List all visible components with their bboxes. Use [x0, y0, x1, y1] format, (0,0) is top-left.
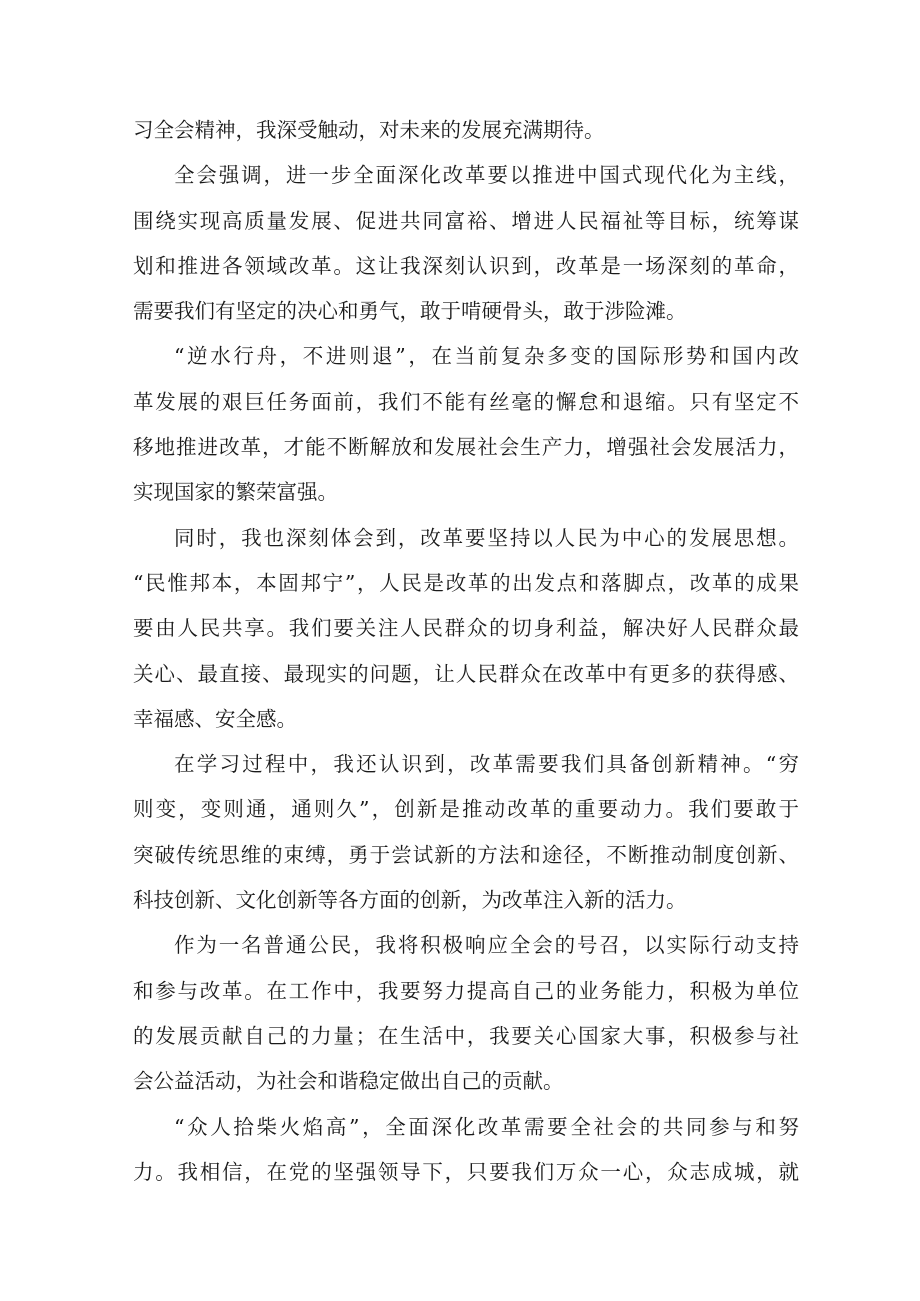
- text-line: 习全会精神，我深受触动，对未来的发展充满期待。: [133, 118, 605, 142]
- text-line: 围绕实现高质量发展、促进共同富裕、增进人民福祉等目标，统筹谋: [133, 208, 799, 233]
- paragraph-1: [133, 108, 799, 153]
- text-line: 实现国家的繁荣富强。: [133, 480, 338, 505]
- text-line: 关心、最直接、最现实的问题，让人民群众在改革中有更多的获得感、: [133, 661, 799, 686]
- text-line: 同时，我也深刻体会到，改革要坚持以人民为中心的发展思想。: [174, 525, 799, 550]
- text-line: “逆水行舟，不进则退”，在当前复杂多变的国际形势和国内改: [174, 344, 799, 369]
- text-line: 需要我们有坚定的决心和勇气，敢于啃硬骨头，敢于涉险滩。: [133, 299, 687, 324]
- paragraph-2: [133, 153, 799, 334]
- text-line: 的发展贡献自己的力量；在生活中，我要关心国家大事，积极参与社: [133, 1023, 799, 1048]
- paragraph-5: [133, 742, 799, 923]
- text-line: 和参与改革。在工作中，我要努力提高自己的业务能力，积极为单位: [133, 978, 799, 1003]
- text-line: 要由人民共享。我们要关注人民群众的切身利益，解决好人民群众最: [133, 616, 799, 641]
- paragraph-6: [133, 923, 799, 1104]
- text-line: 力。我相信，在党的坚强领导下，只要我们万众一心，众志成城，就: [133, 1159, 799, 1184]
- paragraph-4: [133, 516, 799, 742]
- text-line: 幸福感、安全感。: [133, 706, 297, 731]
- text-line: 革发展的艰巨任务面前，我们不能有丝毫的懈怠和退缩。只有坚定不: [133, 389, 799, 414]
- document-body: [133, 108, 799, 1195]
- text-line: 移地推进改革，才能不断解放和发展社会生产力，增强社会发展活力，: [133, 435, 799, 460]
- text-line: “民惟邦本，本固邦宁”，人民是改革的出发点和落脚点，改革的成果: [133, 570, 799, 595]
- text-line: 作为一名普通公民，我将积极响应全会的号召，以实际行动支持: [174, 933, 799, 958]
- text-line: 则变，变则通，通则久”，创新是推动改革的重要动力。我们要敢于: [133, 797, 799, 822]
- text-line: 全会强调，进一步全面深化改革要以推进中国式现代化为主线，: [174, 163, 799, 188]
- text-line: “众人拾柴火焰高”，全面深化改革需要全社会的共同参与和努: [174, 1114, 799, 1139]
- paragraph-7: [133, 1105, 799, 1196]
- text-line: 在学习过程中，我还认识到，改革需要我们具备创新精神。“穷: [174, 752, 799, 777]
- paragraph-3: [133, 334, 799, 515]
- text-line: 会公益活动，为社会和谐稳定做出自己的贡献。: [133, 1069, 564, 1094]
- text-line: 突破传统思维的束缚，勇于尝试新的方法和途径，不断推动制度创新、: [133, 842, 799, 867]
- text-line: 划和推进各领域改革。这让我深刻认识到，改革是一场深刻的革命，: [133, 253, 799, 278]
- text-line: 科技创新、文化创新等各方面的创新，为改革注入新的活力。: [133, 888, 687, 913]
